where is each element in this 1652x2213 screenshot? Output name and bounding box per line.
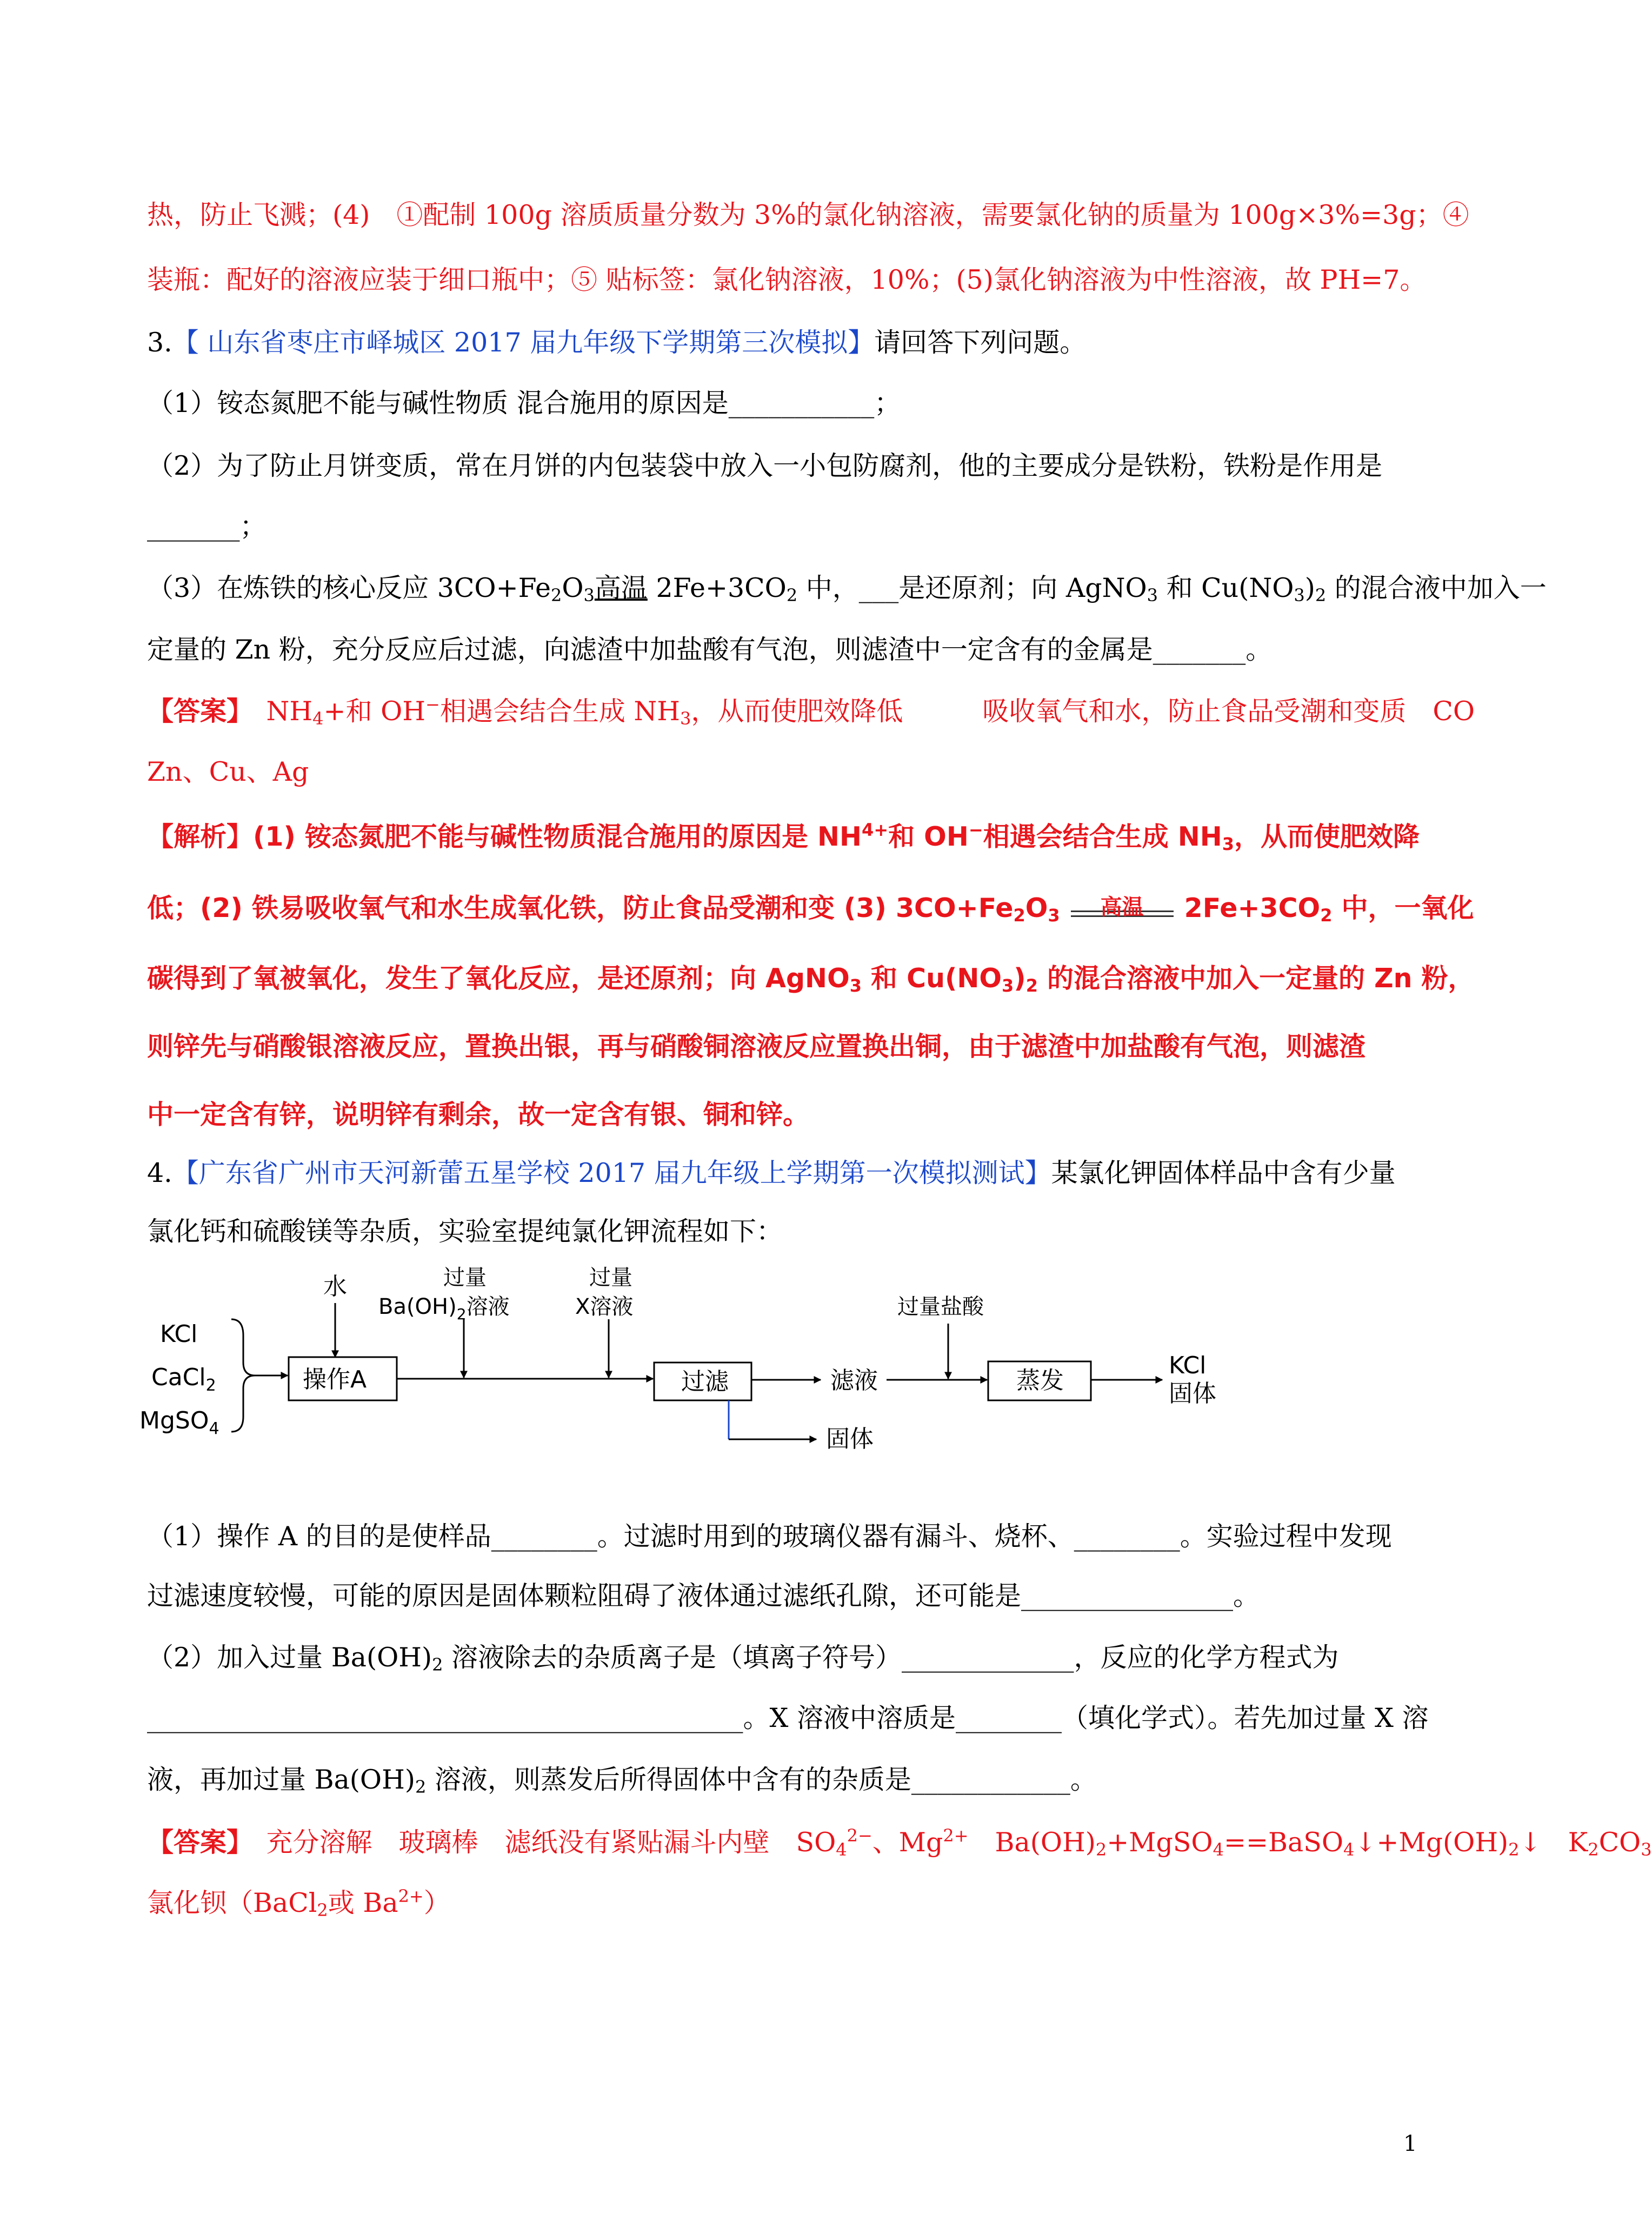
question-4-part-2: [147, 1642, 1339, 1674]
text-run: 碳得到了氧被氧化，发生了氧化反应，是还原剂；向 AgNO: [147, 963, 850, 994]
text-run: 中，___是还原剂；向 AgNO: [797, 573, 1147, 603]
label-filtrate: 滤液: [830, 1367, 878, 1394]
superscript: 4+: [862, 820, 889, 840]
question-3-explanation-2: [147, 892, 1474, 925]
reaction-condition: 高温: [594, 573, 648, 603]
superscript: 2−: [847, 1825, 872, 1846]
flow-diagram: [135, 1260, 1487, 1487]
question-4-part-1-cont: 过滤速度较慢，可能的原因是固体颗粒阻碍了液体通过滤纸孔隙，还可能是________________。: [147, 1580, 1260, 1611]
question-4-answer-cont: [147, 1887, 450, 1919]
text-run: ): [1304, 573, 1315, 603]
subscript: 3: [1002, 975, 1014, 996]
text-run: O: [1025, 893, 1048, 923]
question-source: 【 山东省枣庄市峄城区 2017 届九年级下学期第三次模拟】: [172, 327, 875, 358]
question-3-part-3: [147, 572, 1547, 604]
page-number: 1: [1403, 2131, 1417, 2156]
text-run: 液，再加过量 Ba(OH): [147, 1764, 415, 1795]
subscript: 2: [1013, 905, 1025, 926]
op-a-label: 操作A: [303, 1366, 367, 1393]
subscript: 3: [1222, 834, 1235, 854]
question-4-part-2-cont-2: [147, 1764, 1097, 1796]
superscript: −: [425, 694, 440, 715]
text-run: ）: [423, 1888, 450, 1918]
answer-label: 【答案】: [147, 696, 240, 727]
question-4-part-1: （1）操作 A 的目的是使样品________。过滤时用到的玻璃仪器有漏斗、烧杯、________。实验过程中发现: [147, 1521, 1392, 1552]
subscript: 4: [1213, 1839, 1224, 1860]
question-number: 3.: [147, 327, 172, 358]
text-run: 低；(2) 铁易吸收氧气和水生成氧化铁，防止食品受潮和变 (3) 3CO+Fe: [147, 893, 1014, 923]
label-excess-1: 过量: [443, 1265, 487, 1290]
question-3-answer-cont: Zn、Cu、Ag: [147, 756, 309, 787]
question-4-part-2-cont: _____________________________________________。X 溶液中溶质是________（填化学式）。若先加过量 X 溶: [147, 1703, 1429, 1733]
question-4-header: [147, 1157, 1396, 1189]
subscript: 3: [680, 708, 691, 729]
question-source: 【广东省广州市天河新蕾五星学校 2017 届九年级上学期第一次模拟测试】: [172, 1158, 1051, 1188]
text-run: 2Fe+3CO: [1184, 893, 1321, 923]
text-run: 溶液除去的杂质离子是（填离子符号）_____________，反应的化学方程式为: [443, 1642, 1339, 1673]
subscript: 2: [786, 585, 798, 606]
subscript: 2: [1315, 585, 1327, 606]
text-run: ): [1014, 963, 1026, 994]
filter-label: 过滤: [681, 1368, 729, 1395]
question-3-part-2-blank: _______；: [147, 511, 267, 542]
answer-label: 【答案】: [147, 1827, 240, 1858]
subscript: 3: [1147, 585, 1158, 606]
input-kcl: KCl: [160, 1320, 198, 1348]
condition-text: 高温: [1100, 895, 1144, 920]
explanation-label: 【解析】: [147, 821, 254, 852]
question-3-explanation-1: [147, 821, 1420, 853]
subscript: 2: [1320, 905, 1333, 926]
text-run: 或 Ba: [328, 1888, 398, 1918]
input-cacl2: CaCl$_2$: [151, 1364, 216, 1395]
subscript: 4: [836, 1839, 847, 1860]
question-3-header: [147, 327, 1086, 359]
text-run: +和 OH: [323, 696, 426, 727]
text-run: 的混合液中加入一: [1326, 573, 1547, 603]
question-3-part-1: （1）铵态氮肥不能与碱性物质 混合施用的原因是___________；: [147, 388, 901, 418]
text-run: 充分溶解 玻璃棒 滤纸没有紧贴漏斗内壁 SO: [239, 1827, 836, 1858]
subscript: 3: [583, 585, 595, 606]
subscript: 4: [1343, 1839, 1355, 1860]
superscript: 2+: [943, 1825, 969, 1846]
question-3-explanation-3: [147, 962, 1475, 995]
label-baoh2-sol: $Ba(OH)_2$溶液: [378, 1294, 510, 1323]
text-run: 相遇会结合生成 NH: [983, 821, 1222, 852]
text-run: 和 Cu(NO: [1158, 573, 1294, 603]
subscript: 3: [1294, 585, 1305, 606]
text-run: 氯化钡（BaCl: [147, 1888, 317, 1918]
product-kcl: KCl: [1169, 1352, 1207, 1379]
label-solid: 固体: [826, 1425, 874, 1453]
reaction-condition: [1071, 895, 1174, 920]
text-run: 中，一氧化: [1332, 893, 1474, 923]
subscript: 3: [849, 975, 862, 996]
label-excess-hcl: 过量盐酸: [897, 1294, 984, 1319]
text-run: 、Mg: [872, 1827, 943, 1858]
text-run: （2）加入过量 Ba(OH): [147, 1642, 432, 1673]
subscript: 4: [312, 708, 324, 729]
text-run: O: [562, 573, 584, 603]
text-run: (1) 铵态氮肥不能与碱性物质混合施用的原因是 NH: [253, 821, 862, 852]
question-3-explanation-4: 则锌先与硝酸银溶液反应，置换出银，再与硝酸铜溶液反应置换出铜，由于滤渣中加盐酸有气泡，则滤渣: [147, 1031, 1366, 1062]
text-run: ↓+Mg(OH): [1354, 1827, 1509, 1858]
subscript: 2: [1095, 1839, 1107, 1860]
text-run: ↓ K: [1519, 1827, 1588, 1858]
text-run: CO: [1598, 1827, 1641, 1858]
text-run: 的混合溶液中加入一定量的 Zn 粉，: [1037, 963, 1475, 994]
brace: [231, 1319, 255, 1432]
label-x-sol: X溶液: [575, 1294, 634, 1319]
question-3-explanation-5: 中一定含有锌，说明锌有剩余，故一定含有银、铜和锌。: [147, 1099, 810, 1130]
input-mgso4: MgSO$_4$: [139, 1407, 219, 1438]
answer-line-2: 装瓶：配好的溶液应装于细口瓶中；⑤ 贴标签：氯化钠溶液，10%；(5)氯化钠溶液为中性溶液，故 PH=7。: [147, 264, 1427, 295]
question-number: 4.: [147, 1158, 172, 1188]
subscript: 3: [1641, 1839, 1652, 1860]
question-4-stem-cont: 氯化钙和硫酸镁等杂质，实验室提纯氯化钾流程如下：: [147, 1216, 783, 1247]
text-run: Ba(OH): [968, 1827, 1096, 1858]
text-run: 溶液，则蒸发后所得固体中含有的杂质是____________。: [426, 1764, 1097, 1795]
text-run: +MgSO: [1107, 1827, 1213, 1858]
question-stem: 请回答下列问题。: [874, 327, 1087, 358]
text-run: ，从而使肥效降: [1234, 821, 1420, 852]
subscript: 2: [1588, 1839, 1599, 1860]
superscript: 2+: [398, 1886, 424, 1906]
subscript: 2: [550, 585, 562, 606]
question-stem: 某氯化钾固体样品中含有少量: [1051, 1158, 1396, 1188]
text-run: NH: [239, 696, 313, 727]
label-excess-2: 过量: [589, 1265, 632, 1290]
text-run: 相遇会结合生成 NH: [439, 696, 681, 727]
subscript: 2: [432, 1654, 443, 1675]
text-run: 2Fe+3CO: [647, 573, 787, 603]
product-solid: 固体: [1169, 1380, 1216, 1407]
evap-label: 蒸发: [1016, 1367, 1064, 1394]
superscript: −: [968, 820, 983, 840]
subscript: 3: [1048, 905, 1060, 926]
subscript: 2: [317, 1900, 328, 1920]
subscript: 2: [1508, 1839, 1520, 1860]
text-run: 和 OH: [888, 821, 969, 852]
subscript: 2: [415, 1777, 427, 1797]
question-3-part-3-cont: 定量的 Zn 粉，充分反应后过滤，向滤渣中加盐酸有气泡，则滤渣中一定含有的金属是_______。: [147, 634, 1273, 665]
question-3-answer: [147, 695, 1475, 728]
text-run: ，从而使肥效降低 吸收氧气和水，防止食品受潮和变质 CO: [691, 696, 1475, 727]
text-run: ==BaSO: [1223, 1827, 1344, 1858]
answer-line-1: 热，防止飞溅；(4) ①配制 100g 溶质质量分数为 3%的氯化钠溶液，需要氯化钠的质量为 100g×3%=3g；④: [147, 200, 1469, 230]
text-run: 和 Cu(NO: [862, 963, 1002, 994]
question-3-part-2: （2）为了防止月饼变质，常在月饼的内包装袋中放入一小包防腐剂，他的主要成分是铁粉，铁粉是作用是: [147, 450, 1383, 481]
text-run: （3）在炼铁的核心反应 3CO+Fe: [147, 573, 551, 603]
label-water: 水: [323, 1273, 347, 1300]
subscript: 2: [1025, 975, 1038, 996]
question-4-answer: [147, 1826, 1652, 1859]
